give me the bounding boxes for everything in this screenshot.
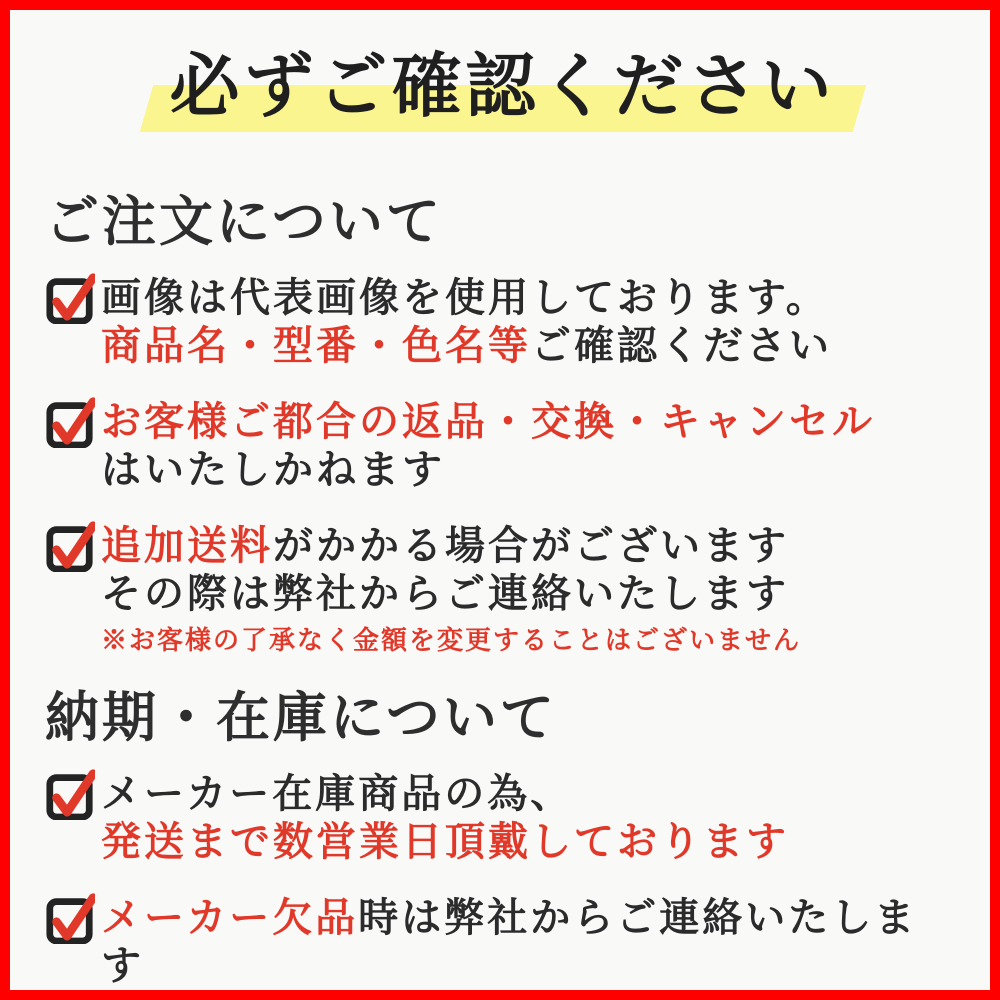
item-segment-emphasis: 追加送料 — [101, 522, 273, 570]
item-line — [101, 894, 960, 990]
item-segment-emphasis: メーカー欠品 — [101, 894, 359, 942]
checklist-item — [45, 894, 960, 990]
item-line — [101, 818, 960, 866]
checked-checkbox-icon — [45, 764, 95, 820]
checked-checkbox-icon — [45, 516, 95, 572]
item-segment: はいたしかねます — [101, 446, 445, 494]
item-text — [101, 770, 960, 866]
item-line — [101, 446, 960, 494]
item-line — [101, 398, 960, 446]
title-block — [45, 40, 960, 140]
item-footnote: ※お客様の了承なく金額を変更することはございません — [101, 626, 802, 657]
item-segment: ご確認ください — [531, 322, 832, 370]
item-segment: メーカー在庫商品の為、 — [101, 770, 574, 818]
item-segment-emphasis: 商品名・型番・色名等 — [101, 322, 531, 370]
item-segment: その際は弊社からご連絡いたします — [101, 570, 789, 618]
notice-content — [10, 40, 990, 990]
checked-checkbox-icon — [45, 392, 95, 448]
item-line — [101, 570, 960, 618]
item-line — [101, 522, 960, 570]
item-line — [101, 322, 960, 370]
item-line — [101, 770, 960, 818]
item-segment: 画像は代表画像を使用しております。 — [101, 274, 829, 322]
item-segment: がかかる場合がございます — [273, 522, 789, 570]
checked-checkbox-icon — [45, 268, 95, 324]
checklist-item — [45, 522, 960, 658]
item-text — [101, 894, 960, 990]
item-line — [101, 274, 960, 322]
page-title: 必ずご確認ください — [169, 44, 836, 127]
item-segment-emphasis: お客様ご都合の返品・交換・キャンセル — [101, 398, 875, 446]
item-text — [101, 274, 960, 370]
section-heading-delivery-stock: 納期・在庫について — [45, 685, 557, 750]
item-text — [101, 398, 960, 494]
checklist-item — [45, 770, 960, 866]
checked-checkbox-icon — [45, 888, 95, 944]
item-text — [101, 522, 960, 658]
item-segment-emphasis: 発送まで数営業日頂戴しております — [101, 818, 789, 866]
section-heading-orders: ご注文について — [45, 189, 443, 253]
checklist-item — [45, 274, 960, 370]
checklist-item — [45, 398, 960, 494]
item-segment: 時は弊社からご連絡いたします — [101, 894, 918, 990]
